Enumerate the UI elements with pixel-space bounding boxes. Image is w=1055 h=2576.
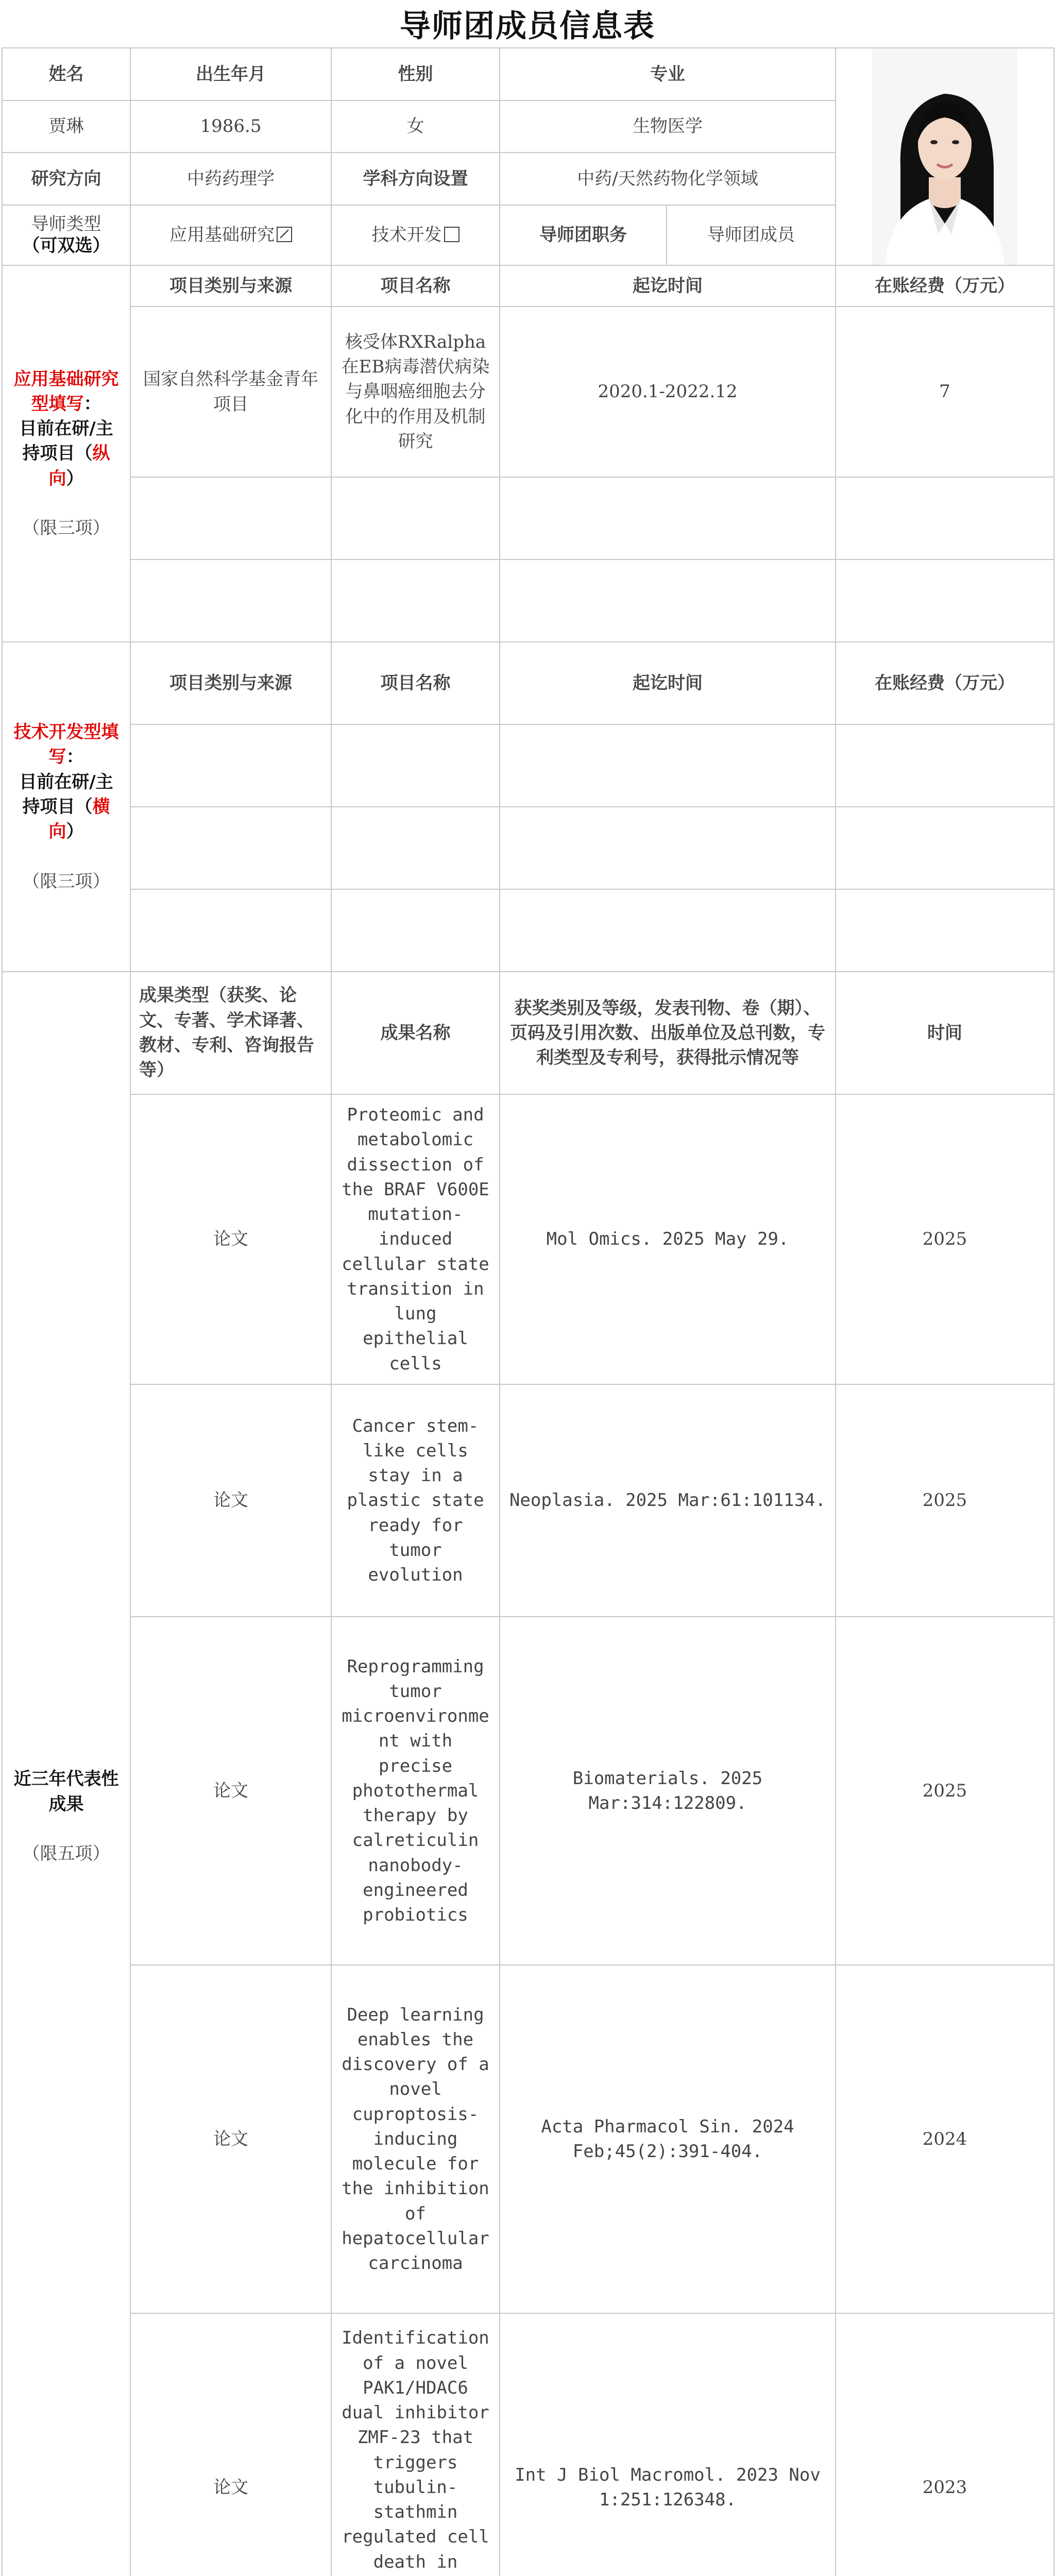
role-value: 导师团成员 — [667, 205, 836, 265]
unchecked-checkbox-icon[interactable] — [444, 227, 460, 242]
applied-label-black-2: 持项目 — [22, 443, 75, 464]
header-gender: 性别 — [331, 48, 500, 100]
portrait-photo-icon — [872, 48, 1017, 265]
tech-paren-close: ） — [66, 821, 84, 842]
achievement-4-title: Deep learning enables the discovery of a novel cuproptosis-inducing molecule for the inhibition of hepatocellular carcinoma — [331, 1965, 500, 2313]
achievement-4-journal: Acta Pharmacol Sin. 2024 Feb;45(2):391-404. — [500, 1965, 836, 2313]
achievement-label-2: 成果 — [48, 1793, 84, 1815]
mentor-type-label-1: 导师类型 — [31, 213, 101, 234]
achievement-col-time: 时间 — [836, 972, 1054, 1094]
achievement-col-detail: 获奖类别及等级，发表刊物、卷（期）、页码及引用次数、出版单位及总刊数，专利类型及专利号，获得批示情况等 — [500, 972, 836, 1094]
applied-row-3-name — [331, 560, 500, 642]
type-tech-label: 技术开发 — [371, 225, 442, 246]
achievement-5-journal: Int J Biol Macromol. 2023 Nov 1:251:126348. — [500, 2313, 836, 2576]
direction-label: 研究方向 — [2, 152, 130, 205]
table-row — [2, 1384, 1054, 1617]
header-name: 姓名 — [2, 48, 130, 100]
applied-label-red-1: 应用基础研究 — [13, 368, 119, 389]
achievement-col-type: 成果类型（获奖、论文、专著、学术译著、教材、专利、咨询报告等） — [130, 972, 331, 1094]
birth-value: 1986.5 — [130, 100, 331, 153]
applied-row-2-funds — [836, 477, 1054, 560]
tech-row-3-name — [331, 889, 500, 972]
applied-label-red-3: 纵 — [92, 443, 110, 464]
type-applied-label: 应用基础研究 — [169, 225, 275, 246]
table-row — [2, 724, 1054, 807]
applied-limit: （限三项） — [22, 518, 110, 539]
tech-label-red-3: 横 — [92, 796, 110, 817]
achievement-1-time: 2025 — [836, 1094, 1054, 1384]
tech-row-3-period — [500, 889, 836, 972]
applied-paren-close: ） — [66, 468, 84, 489]
tech-section-label — [2, 642, 130, 972]
tech-col-source: 项目类别与来源 — [130, 642, 331, 724]
photo-cell — [836, 48, 1054, 265]
tech-row-2-source — [130, 807, 331, 889]
header-major: 专业 — [500, 48, 836, 100]
tech-row-1-period — [500, 724, 836, 807]
tech-row-2-funds — [836, 807, 1054, 889]
major-value: 生物医学 — [500, 100, 836, 153]
table-row — [2, 2313, 1054, 2576]
applied-row-3-source — [130, 560, 331, 642]
achievement-1-journal: Mol Omics. 2025 May 29. — [500, 1094, 836, 1384]
tech-row-1-funds — [836, 724, 1054, 807]
achievement-label-1: 近三年代表性 — [13, 1769, 119, 1790]
achievement-3-title: Reprogramming tumor microenvironment with precise photothermal therapy by calreticulin nanobody-engineered probiotics — [331, 1617, 500, 1965]
achievement-1-type: 论文 — [130, 1094, 331, 1384]
header-birth: 出生年月 — [130, 48, 331, 100]
tech-row-2-name — [331, 807, 500, 889]
achievement-header-row — [2, 972, 1054, 1094]
applied-row-1-funds: 7 — [836, 307, 1054, 477]
table-row — [2, 477, 1054, 560]
applied-section-label — [2, 265, 130, 642]
tech-row-1-source — [130, 724, 331, 807]
type-applied-option[interactable] — [130, 205, 331, 265]
applied-row-2-period — [500, 477, 836, 560]
direction-value: 中药药理学 — [130, 152, 331, 205]
achievement-5-type: 论文 — [130, 2313, 331, 2576]
tech-row-1-name — [331, 724, 500, 807]
setting-value: 中药/天然药物化学领域 — [500, 152, 836, 205]
table-row — [2, 1965, 1054, 2313]
applied-row-3-funds — [836, 560, 1054, 642]
page-title: 导师团成员信息表 — [400, 8, 655, 44]
mentor-type-label-2: （可双选） — [22, 235, 110, 257]
achievement-section-label — [2, 972, 130, 2576]
achievement-3-time: 2025 — [836, 1617, 1054, 1965]
setting-label: 学科方向设置 — [331, 152, 500, 205]
tech-label-red-4: 向 — [48, 821, 66, 842]
member-info-table — [2, 47, 1054, 2576]
applied-row-1-name: 核受体RXRalpha在EB病毒潜伏病染与鼻咽癌细胞去分化中的作用及机制研究 — [331, 307, 500, 477]
applied-paren-open: （ — [75, 443, 93, 464]
applied-header-row — [2, 265, 1054, 307]
achievement-2-time: 2025 — [836, 1384, 1054, 1617]
achievement-5-time: 2023 — [836, 2313, 1054, 2576]
table-row — [2, 560, 1054, 642]
tech-col-funds: 在账经费（万元） — [836, 642, 1054, 724]
gender-value: 女 — [331, 100, 500, 153]
applied-label-red-4: 向 — [48, 468, 66, 489]
tech-row-3-source — [130, 889, 331, 972]
table-row — [2, 1617, 1054, 1965]
achievement-4-type: 论文 — [130, 1965, 331, 2313]
tech-col-name: 项目名称 — [331, 642, 500, 724]
applied-row-2-source — [130, 477, 331, 560]
tech-paren-open: （ — [75, 796, 93, 817]
applied-label-black-1: 目前在研/主 — [19, 418, 113, 439]
table-row — [2, 1094, 1054, 1384]
tech-row-3-funds — [836, 889, 1054, 972]
tech-label-red-2: 写 — [48, 747, 66, 768]
achievement-3-journal: Biomaterials. 2025 Mar:314:122809. — [500, 1617, 836, 1965]
applied-col-funds: 在账经费（万元） — [836, 265, 1054, 307]
tech-col-period: 起讫时间 — [500, 642, 836, 724]
tech-header-row — [2, 642, 1054, 724]
table-row — [2, 807, 1054, 889]
tech-limit: （限三项） — [22, 871, 110, 892]
applied-row-1-period: 2020.1-2022.12 — [500, 307, 836, 477]
applied-col-source: 项目类别与来源 — [130, 265, 331, 307]
achievement-2-title: Cancer stem-like cells stay in a plastic state ready for tumor evolution — [331, 1384, 500, 1617]
tech-label-black-1: 目前在研/主 — [19, 771, 113, 792]
achievement-col-name: 成果名称 — [331, 972, 500, 1094]
applied-row-2-name — [331, 477, 500, 560]
applied-row-3-period — [500, 560, 836, 642]
applied-col-name: 项目名称 — [331, 265, 500, 307]
applied-label-red-2: 型填写 — [31, 393, 84, 414]
achievement-1-title: Proteomic and metabolomic dissection of the BRAF V600E mutation-induced cellular state transition in lung epithelial cells — [331, 1094, 500, 1384]
achievement-2-type: 论文 — [130, 1384, 331, 1617]
mentor-type-label — [2, 205, 130, 265]
name-value: 贾琳 — [2, 100, 130, 153]
achievement-2-journal: Neoplasia. 2025 Mar:61:101134. — [500, 1384, 836, 1617]
tech-label-black-2: 持项目 — [22, 796, 75, 817]
role-label: 导师团职务 — [500, 205, 667, 265]
tech-label-colon: ： — [66, 747, 84, 768]
type-tech-option[interactable] — [331, 205, 500, 265]
table-row — [2, 889, 1054, 972]
tech-row-2-period — [500, 807, 836, 889]
table-row — [2, 307, 1054, 477]
applied-col-period: 起讫时间 — [500, 265, 836, 307]
achievement-limit: （限五项） — [22, 1843, 110, 1865]
applied-label-colon: ： — [83, 393, 101, 414]
achievement-5-title: Identification of a novel PAK1/HDAC6 dual inhibitor ZMF-23 that triggers tubulin-stathmin regulated cell death in — [331, 2313, 500, 2576]
applied-row-1-source: 国家自然科学基金青年项目 — [130, 307, 331, 477]
basic-header-row — [2, 48, 1054, 100]
achievement-3-type: 论文 — [130, 1617, 331, 1965]
achievement-4-time: 2024 — [836, 1965, 1054, 2313]
tech-label-red-1: 技术开发型填 — [13, 722, 119, 743]
checked-checkbox-icon[interactable] — [277, 227, 292, 242]
